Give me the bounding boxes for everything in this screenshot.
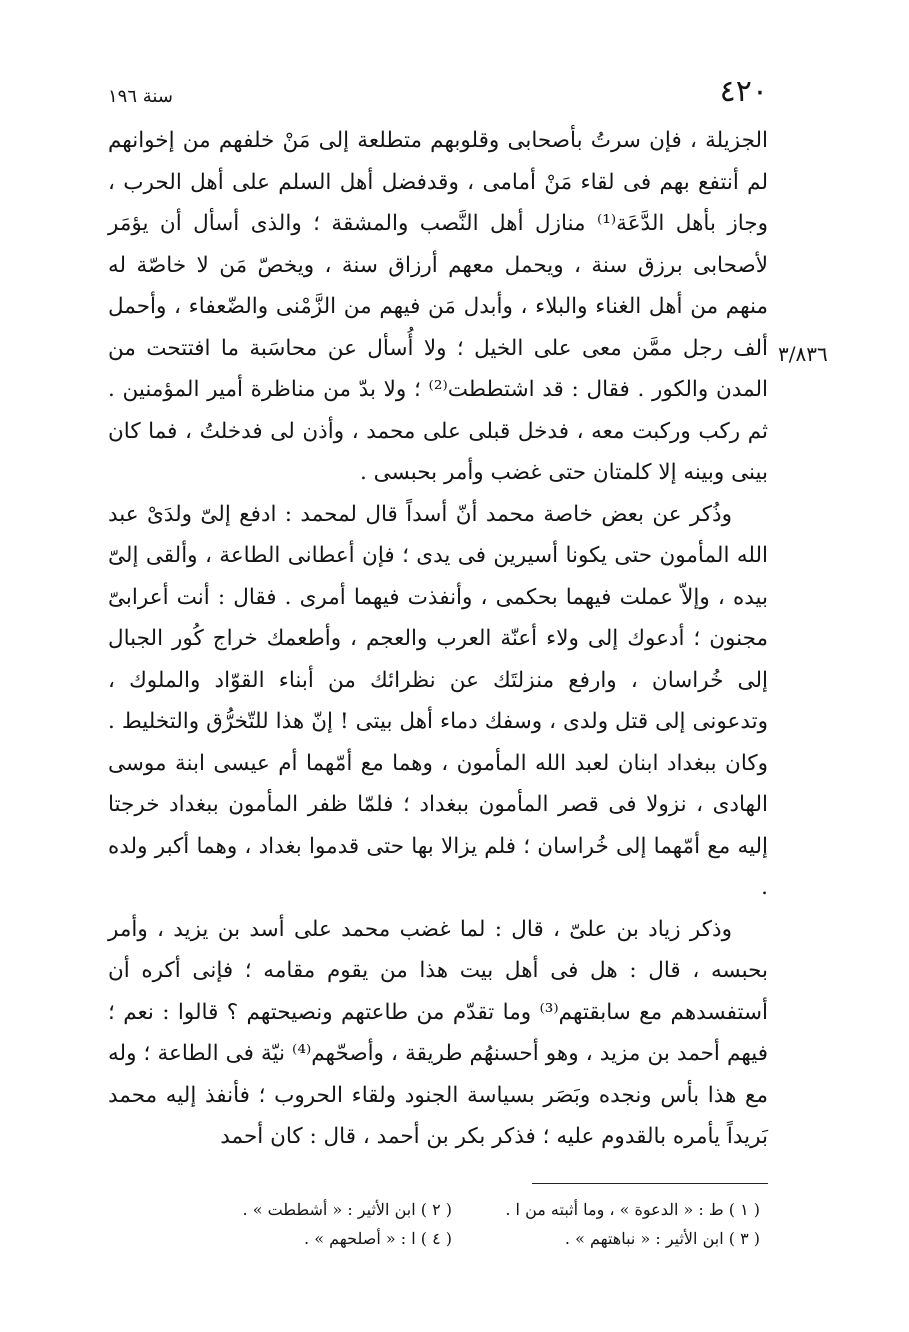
margin-reference: ٣/٨٣٦ — [778, 342, 828, 366]
footnote: ( ١ ) ط : « الدعوة » ، وما أثبته من ا . — [505, 1200, 760, 1219]
footnote-divider — [532, 1183, 768, 1184]
paragraph: وذكر زياد بن علىّ ، قال : لما غضب محمد على أسد بن يزيد ، وأمر بحبسه ، قال : هل فى أهل بيت هذا من يقوم مقامه ؛ فإنى أكره أن أستفسدهم مع سابقتهم⁽³⁾ وما تقدّم من طاعتهم ونصيحتهم ؟ قالوا : نعم ؛ فيهم أحمد بن مزيد ، وهو أحسنهُم طريقة ، وأصحّهم⁽⁴⁾ نيّة فى الطاعة ؛ وله مع هذا بأس ونجده وبَصَر بسياسة الجنود ولقاء الحروب ؛ فأنفذ إليه محمد بَريداً يأمره بالقدوم عليه ؛ فذكر بكر بن أحمد ، قال : كان أحمد — [108, 916, 768, 1149]
footnote: ( ٣ ) ابن الأثير : « نباهتهم » . — [564, 1229, 760, 1248]
main-text — [108, 120, 768, 1158]
footnote: ( ٢ ) ابن الأثير : « أشططت » . — [242, 1200, 452, 1219]
paragraph: وذُكر عن بعض خاصة محمد أنّ أسداً قال لمحمد : ادفع إلىّ ولدَىْ عبد الله المأمون حتى يكونا أسيرين فى يدى ؛ فإن أعطانى الطاعة ، وألقى إلىّ بيده ، وإلاّ عملت فيهما بحكمى ، وأنفذت فيهما أمرى . فقال : أنت أعرابىّ مجنون ؛ أدعوك إلى ولاء أعنّة العرب والعجم ، وأطعمك خراج كُور الجبال إلى خُراسان ، وارفع منزلتَك عن نظرائك من أبناء القوّاد والملوك ، وتدعونى إلى قتل ولدى ، وسفك دماء أهل بيتى ! إنّ هذا للتّخرُّق والتخليط . وكان ببغداد ابنان لعبد الله المأمون ، وهما مع أمّهما أم عيسى ابنة موسى الهادى ، نزولا فى قصر المأمون ببغداد ؛ فلمّا ظفر المأمون ببغداد خرجتا إليه مع أمّهما إلى خُراسان ؛ فلم يزالا بها حتى قدموا بغداد ، وهما أكبر ولده . — [108, 501, 768, 900]
page-number: ٤٢٠ — [719, 74, 768, 109]
page-header — [108, 74, 768, 114]
running-head: سنة ١٩٦ — [108, 86, 173, 107]
footnote: ( ٤ ) ا : « أصلحهم » . — [304, 1229, 452, 1248]
paragraph: الجزيلة ، فإن سرتُ بأصحابى وقلوبهم متطلعة إلى مَنْ خلفهم من إخوانهم لم أنتفع بهم فى لقاء مَنْ أمامى ، وقدفضل أهل السلم على أهل الحرب ، وجاز بأهل الدَّعَة⁽¹⁾ منازل أهل النَّصب والمشقة ؛ والذى أسأل أن يؤمَر لأصحابى برزق سنة ، ويحمل معهم أرزاق سنة ، ويخصّ مَن لا خاصّة له منهم من أهل الغناء والبلاء ، وأبدل مَن فيهم من الزَّمْنى والضّعفاء ، وأحمل ألف رجل ممَّن معى على الخيل ؛ ولا أُسأل عن محاسَبة ما افتتحت من المدن والكور . فقال : قد اشتططت⁽²⁾ ؛ ولا بدّ من مناظرة أمير المؤمنين . ثم ركب وركبت معه ، فدخل قبلى على محمد ، وأذن لى فدخلتُ ، فما كان بينى وبينه إلا كلمتان حتى غضب وأمر بحبسى . — [108, 128, 768, 485]
footnotes — [108, 1195, 768, 1253]
